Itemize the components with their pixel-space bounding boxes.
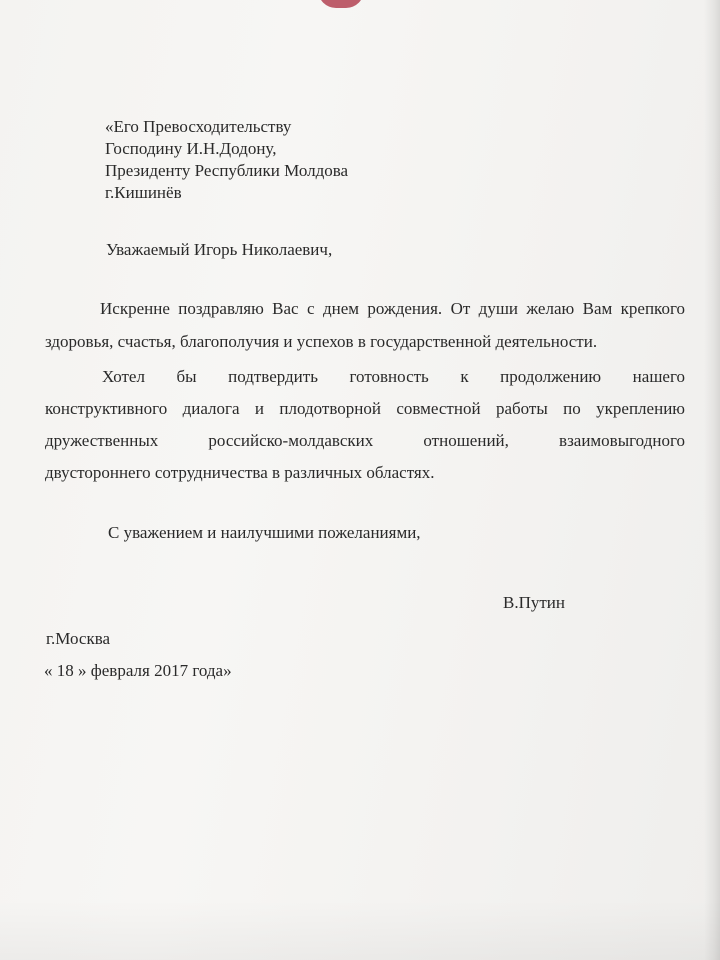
- paragraph-1-line-1: Искренне поздравляю Вас с днем рождения. От души желаю Вам крепкого: [100, 299, 685, 318]
- page-edge-shadow: [704, 0, 720, 960]
- addressee-line-3: Президенту Республики Молдова: [105, 161, 349, 180]
- city: г.Москва: [46, 629, 111, 648]
- salutation: Уважаемый Игорь Николаевич,: [106, 240, 333, 259]
- signature-name: В.Путин: [503, 593, 565, 612]
- page-bottom-shadow: [0, 900, 720, 960]
- paragraph-2-line-4: двустороннего сотрудничества в различных областях.: [45, 463, 435, 482]
- addressee-line-4: г.Кишинёв: [105, 183, 182, 202]
- paragraph-2-line-1: Хотел бы подтвердить готовность к продолжению нашего: [102, 367, 685, 386]
- addressee-line-1: «Его Превосходительству: [105, 117, 292, 136]
- addressee-line-2: Господину И.Н.Додону,: [105, 139, 277, 158]
- closing-line: С уважением и наилучшими пожеланиями,: [108, 523, 421, 542]
- paragraph-1-line-2: здоровья, счастья, благополучия и успехов в государственной деятельности.: [45, 332, 598, 351]
- paragraph-2-line-3: дружественных российско-молдавских отношений, взаимовыгодного: [45, 431, 685, 450]
- red-clip-mark: [318, 0, 364, 8]
- date: « 18 » февраля 2017 года»: [44, 661, 232, 680]
- paragraph-2-line-2: конструктивного диалога и плодотворной совместной работы по укреплению: [45, 399, 685, 418]
